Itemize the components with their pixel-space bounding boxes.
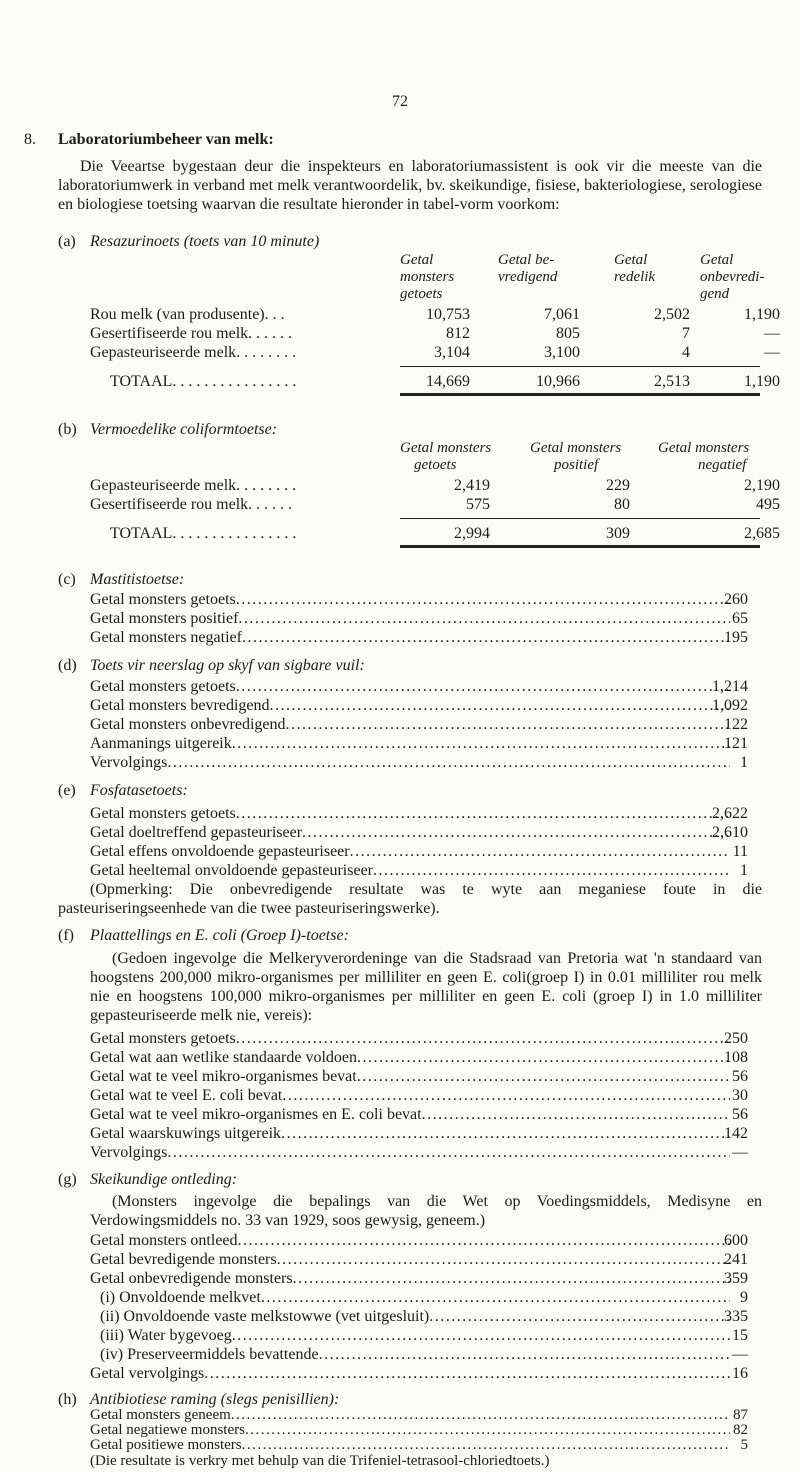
table-a-row: Gesertifiseerde rou melk. . . . . . 812 805 7 — — [90, 325, 780, 342]
list-item: Getal waarskuwings uitgereik ..... 142 — [90, 1124, 730, 1143]
list-item: Getal negatiewe monsters ..... 82 — [90, 1423, 730, 1438]
subsection-f-note: (Gedoen ingevolge die Melkeryverordeninge van die Stadsraad van Pretoria wat 'n standaard van hoogstens 200,000 mikro-organismes per milliliter en geen E. coli(groep I) in 0.01 milliliter rou melk nie en hoogstens 100,000 mikro-organismes per milliliter en geen E. coli (groep I) in 1.0 milliliter gepasteuriseerde melk nie, vereis): — [90, 950, 762, 1024]
list-item: Getal monsters onbevredigend ..... 122 — [90, 715, 730, 734]
list-item: (iii) Water bygevoeg ..... 15 — [90, 1326, 730, 1345]
list-item: Aanmanings uitgereik ..... 121 — [90, 734, 730, 753]
list-item: Vervolgings ..... — — [90, 1143, 730, 1162]
list-item: Getal effens onvoldoende gepasteuriseer ..... 11 — [90, 842, 730, 861]
subsection-c-label: (c) — [58, 571, 76, 588]
list-item: Getal wat aan wetlike standaarde voldoen ..... 108 — [90, 1048, 730, 1067]
subsection-g-heading — [58, 1170, 237, 1189]
list-item: Getal bevredigende monsters ..... 241 — [90, 1250, 730, 1269]
subsection-c-title: Mastitistoetse: — [90, 571, 185, 588]
subsection-b-label: (b) — [58, 421, 77, 438]
table-b-rule — [400, 518, 760, 519]
subsection-a-label: (a) — [58, 233, 76, 250]
list-item: (ii) Onvoldoende vaste melkstowwe (vet uitgesluit) ..... 335 — [90, 1307, 730, 1326]
table-a-header-1: Getal monsters getoets — [400, 252, 455, 302]
table-a-row: Rou melk (van produsente). . . 10,753 7,061 2,502 1,190 — [90, 306, 780, 323]
subsection-e-note: (Opmerking: Die onbevredigende resultate was te wyte aan meganiese foute in die pasteuriseringseenhede van die twee pasteuriseringswerke). — [58, 881, 762, 917]
table-a-rule — [400, 366, 760, 367]
subsection-g-note: (Monsters ingevolge die bepalings van die Wet op Voedingsmiddels, Medisyne en Verdowingsmiddels no. 33 van 1929, soos gewysig, geneem.) — [90, 1193, 762, 1229]
list-item: Getal positiewe monsters ..... 5 — [90, 1438, 730, 1453]
list-item: Getal monsters ontleed ..... 600 — [90, 1231, 730, 1250]
subsection-g-title: Skeikundige ontleding: — [90, 1171, 238, 1188]
subsection-h-label: (h) — [58, 1391, 77, 1408]
list-item: Vervolgings ..... 1 — [90, 753, 730, 772]
subsection-d-title: Toets vir neerslag op skyf van sigbare vuil: — [90, 657, 365, 674]
list-item: Getal heeltemal onvoldoende gepasteuriseer ..... 1 — [90, 861, 730, 880]
table-b-row: Gesertifiseerde rou melk. . . . . . 575 80 495 — [90, 496, 780, 513]
table-a-header-3: Getal redelik — [614, 252, 656, 285]
table-b-total-row: TOTAAL. . . . . . . . . . . . . . . . 2,994 309 2,685 — [110, 525, 780, 542]
section-heading — [24, 130, 274, 149]
subsection-f-label: (f) — [58, 927, 74, 944]
table-b-row: Gepasteuriseerde melk. . . . . . . . 2,419 229 2,190 — [90, 477, 780, 494]
table-a-row: Gepasteuriseerde melk. . . . . . . . 3,104 3,100 4 — — [90, 344, 780, 361]
list-item: Getal wat te veel E. coli bevat ..... 30 — [90, 1086, 730, 1105]
list-item: Getal wat te veel mikro-organismes en E. coli bevat ..... 56 — [90, 1105, 730, 1124]
table-a-total-row: TOTAAL. . . . . . . . . . . . . . . . 14,669 10,966 2,513 1,190 — [110, 373, 780, 390]
subsection-f-heading — [58, 926, 349, 945]
page-number: 72 — [392, 93, 408, 110]
table-a-header-4: Getal onbevredi- gend — [700, 252, 765, 302]
list-item: Getal doeltreffend gepasteuriseer ..... 2,610 — [90, 823, 730, 842]
list-item: Getal monsters getoets ..... 260 — [90, 590, 730, 609]
list-item: Getal monsters getoets ..... 1,214 — [90, 677, 730, 696]
subsection-e-heading — [58, 781, 188, 800]
subsection-b-title: Vermoedelike coliformtoetse: — [90, 421, 278, 438]
list-item: Getal monsters positief ..... 65 — [90, 609, 730, 628]
subsection-f-title: Plaattellings en E. coli (Groep I)-toetse: — [90, 927, 349, 944]
subsection-e-title: Fosfatasetoets: — [90, 782, 188, 799]
section-number: 8. — [24, 131, 36, 148]
subsection-h-title: Antibiotiese raming (slegs penisillien): — [90, 1391, 340, 1408]
subsection-b-heading — [58, 420, 277, 439]
list-item: Getal wat te veel mikro-organismes bevat ..... 56 — [90, 1067, 730, 1086]
list-item: (i) Onvoldoende melkvet ..... 9 — [90, 1288, 730, 1307]
subsection-d-heading — [58, 656, 365, 675]
section-title: Laboratoriumbeheer van melk: — [58, 131, 274, 148]
list-item: Getal monsters bevredigend ..... 1,092 — [90, 696, 730, 715]
subsection-c-heading — [58, 570, 184, 589]
table-b-header-1: Getal monsters getoets — [400, 440, 492, 473]
table-a-total-rule — [400, 393, 760, 396]
table-a-header-2: Getal be- vredigend — [498, 252, 558, 285]
section-intro: Die Veeartse bygestaan deur die inspekteurs en laboratoriumassistent is ook vir die meeste van die laboratoriumwerk in verband met melk verantwoordelik, bv. skeikundige, fisiese, bakteriologiese, serologiese en biologiese toetsing waarvan die resultate hieronder in tabel-vorm voorkom: — [58, 158, 762, 213]
list-item: Getal monsters getoets ..... 2,622 — [90, 804, 730, 823]
subsection-e-label: (e) — [58, 782, 76, 799]
subsection-g-label: (g) — [58, 1171, 77, 1188]
list-item: Getal monsters getoets ..... 250 — [90, 1029, 730, 1048]
list-item: Getal onbevredigende monsters ..... 359 — [90, 1269, 730, 1288]
subsection-a-heading — [58, 232, 319, 251]
list-item: Getal vervolgings ..... 16 — [90, 1364, 730, 1383]
subsection-d-label: (d) — [58, 657, 77, 674]
list-item: (iv) Preserveermiddels bevattende ..... — — [90, 1345, 730, 1364]
table-b-total-rule — [400, 545, 760, 548]
table-b-header-2: Getal monsters positief — [530, 440, 622, 473]
subsection-a-title: Resazurinoets (toets van 10 minute) — [90, 233, 320, 250]
subsection-h-note: (Die resultate is verkry met behulp van die Trifeniel-tetrasool-chloriedtoets.) — [90, 1453, 550, 1469]
table-b-header-3: Getal monsters negatief — [658, 440, 750, 473]
list-item: Getal monsters geneem ..... 87 — [90, 1408, 730, 1423]
list-item: Getal monsters negatief ..... 195 — [90, 628, 730, 647]
